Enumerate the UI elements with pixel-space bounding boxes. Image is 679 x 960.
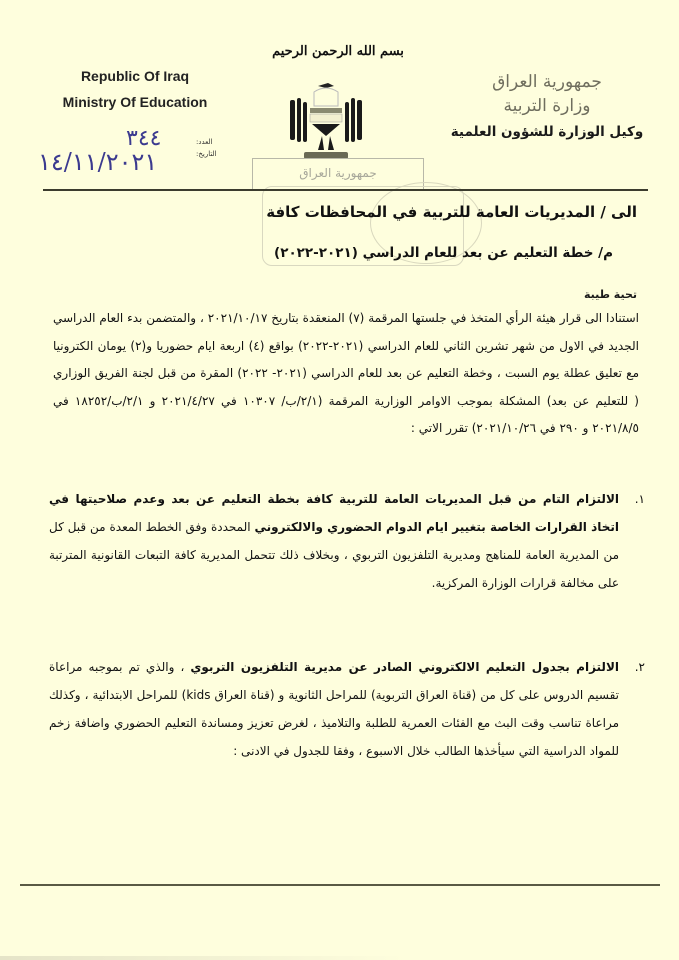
ministry-name: Ministry Of Education xyxy=(62,94,208,110)
subject-line: م/ خطة التعليم عن بعد للعام الدراسي (٢٠٢١-٢٠٢٢) xyxy=(274,245,613,261)
greeting: تحية طيبة xyxy=(583,288,637,301)
arabic-ministry-name: وزارة التربية xyxy=(503,96,591,116)
intro-paragraph: استنادا الى قرار هيئة الرأي المتخذ في جلستها المرقمة (٧) المنعقدة بتاريخ ٢٠٢١/١٠/١٧ ، والمتضمن بدء العام الدراسي الجديد في الاول من شهر تشرين الثاني للعام الدراسي (٢٠٢١-٢٠٢٢) بواقع (٤) اربعة ايام حضوريا و(٢) يومان الكترونيا مع تعليق عطلة يوم السبت ، وخطة التعليم عن بعد للعام الدراسي (٢٠٢١- ٢٠٢٢) المقرة من قبل لجنة الفريق الوزاري ( للتعليم عن بعد) المشكلة بموجب الاوامر الوزارية المرقمة (٢/١/ب/ ١٠٣٠٧ في ٢٠٢١/٤/٢٧ و ٢/١/ب/١٨٢٥٢ في ٢٠٢١/٨/٥ و ٢٩٠ في ٢٠٢١/١٠/٢٦) تقرر الاتي : xyxy=(53,311,639,435)
english-letterhead xyxy=(40,68,230,110)
addressee: الى / المديريات العامة للتربية في المحافظات كافة xyxy=(266,203,637,221)
reference-block xyxy=(38,126,217,178)
issuing-office: وكيل الوزارة للشؤون العلمية xyxy=(450,124,644,140)
item-number: ٢. xyxy=(634,660,645,674)
list-item xyxy=(49,653,645,765)
handwritten-date: ١٤/١١/٢٠٢١ xyxy=(38,148,158,176)
header-divider xyxy=(43,189,648,191)
item-bold-text: الالتزام بجدول التعليم الالكتروني الصادر عن مديرية التلفزيون التربوي xyxy=(190,660,619,674)
basmala: بسم الله الرحمن الرحيم xyxy=(272,44,404,59)
number-label: العدد: xyxy=(196,138,213,146)
iraq-eagle-emblem-icon xyxy=(288,78,364,162)
scan-edge xyxy=(0,956,679,960)
item-text xyxy=(49,653,619,765)
faded-stamp: جمهورية العراق xyxy=(252,158,424,189)
arabic-republic-name: جمهورية العراق xyxy=(492,72,602,92)
arabic-letterhead xyxy=(437,70,657,140)
item-rest-text: ، والذي تم بموجبه مراعاة تقسيم الدروس على كل من (قناة العراق التربوية) للمراحل الثانوية و (قناة العراق kids) للمراحل الابتدائية ، وكذلك مراعاة تناسب وقت البث مع الفئات العمرية للطلبة والتلاميذ ، لغرض تعزيز ومساندة التعليم الحضوري واضافة زخم للمواد الدراسية التي سيأخذها الطالب خلال الاسبوع ، وفقا للجدول في الادنى : xyxy=(49,660,619,758)
date-label: التاريخ: xyxy=(196,150,217,158)
list-item xyxy=(49,485,645,597)
item-text xyxy=(49,485,619,597)
footer-divider xyxy=(20,884,660,886)
handwritten-number: ٣٤٤ xyxy=(126,126,162,151)
item-rest-text: المحددة وفق الخطط المعدة من قبل كل من المديرية العامة للمناهج ومديرية التلفزيون التربوي ، وبخلاف ذلك تتحمل المديرية كافة التبعات القانونية المترتبة على مخالفة قرارات الوزارة المركزية. xyxy=(49,520,619,590)
item-bold-text: الالتزام التام من قبل المديريات العامة للتربية كافة بخطة التعليم عن بعد وعدم صلاحيتها في اتخاذ القرارات الخاصة بتغيير ايام الدوام الحضوري والالكتروني xyxy=(49,492,619,534)
republic-name: Republic Of Iraq xyxy=(80,68,190,84)
item-number: ١. xyxy=(634,492,645,506)
